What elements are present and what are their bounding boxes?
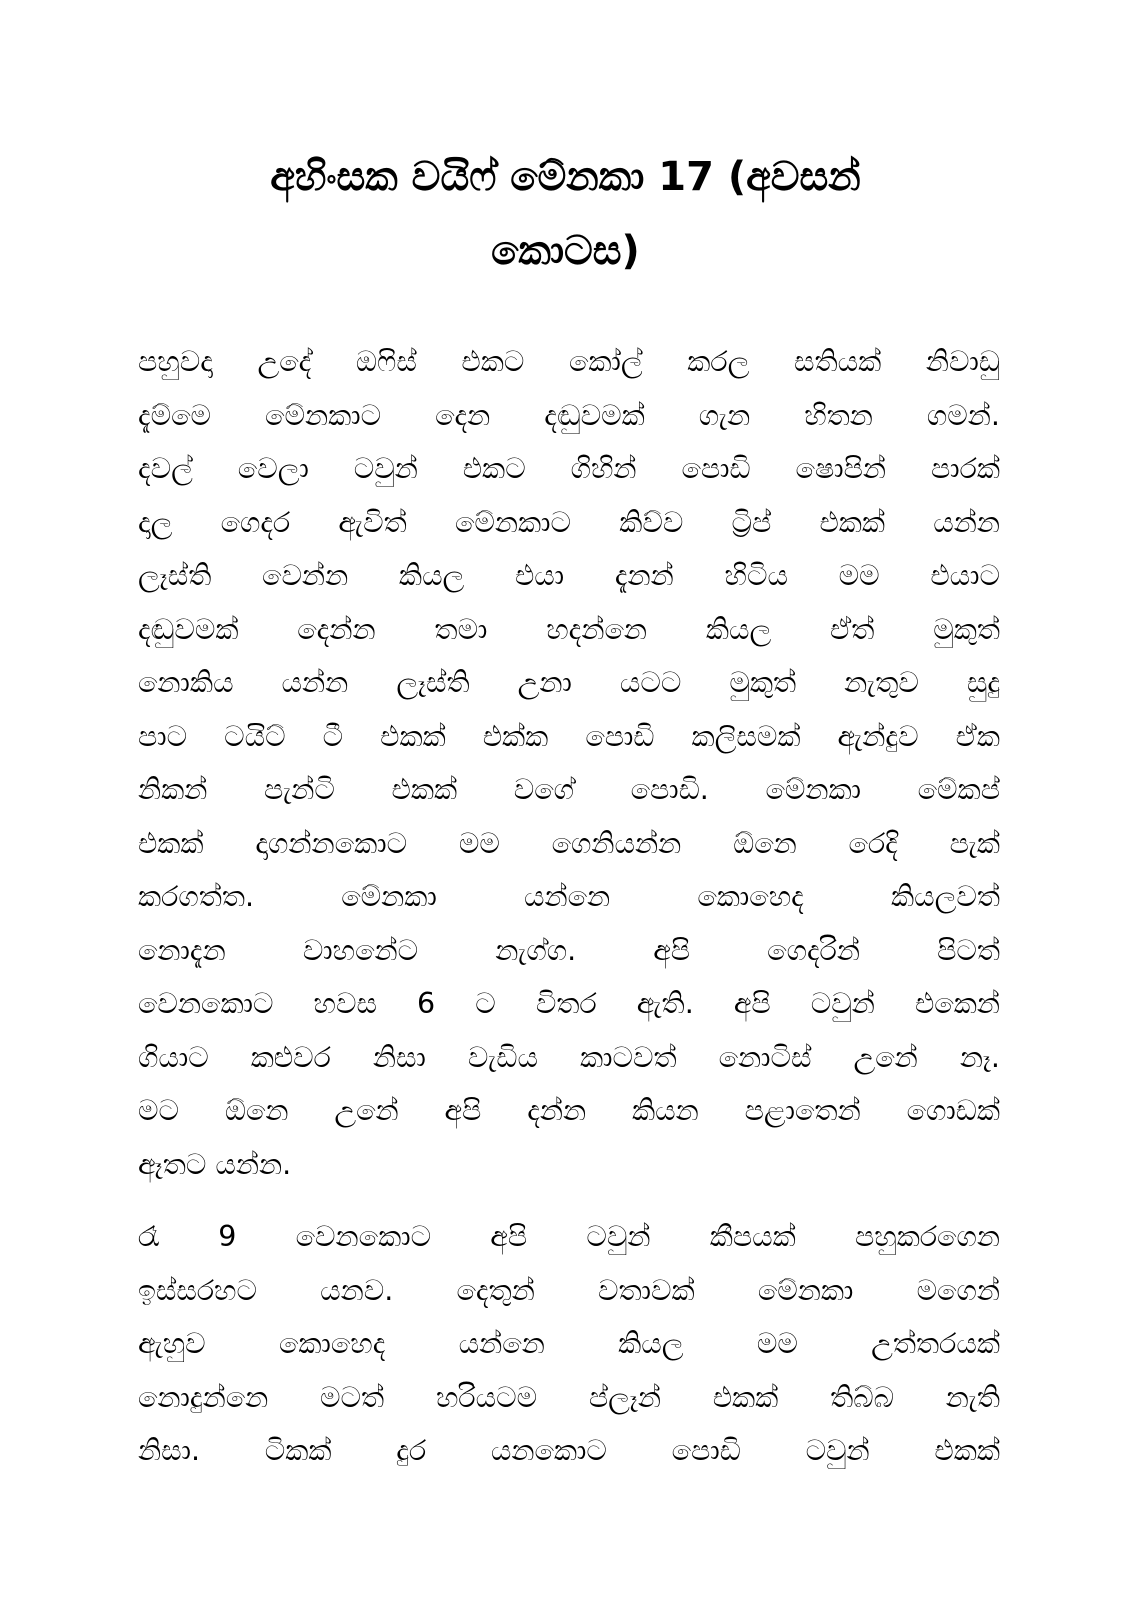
text-line: නොදැන වාහනේට නැග්ග. අපි ගෙදරින් පිටත්: [138, 933, 1000, 967]
text-line: නොදුන්නෙ මටත් හරියටම ප්ලෑන් එකක් තිබ්බ නැති: [138, 1380, 1000, 1414]
text-line: ඉස්සරහට යනව. දෙතුන් වතාවක් මේනකා මගෙන්: [138, 1273, 1000, 1307]
text-line: දඬුවමක් දෙන්න තමා හදන්නෙ කියල ඒත් මුකුත්: [138, 612, 1000, 646]
text-line: එකක් දාගන්නකොට මම ගෙනියන්න ඕනෙ රෙදි පැක්: [138, 826, 1000, 860]
document-title: [130, 140, 1001, 288]
text-line: ගියාට කළුවර නිසා වැඩිය කාටවත් නොටිස් උනේ නෑ.: [138, 1040, 1000, 1074]
text-line: නිසා. ටිකක් දුර යනකොට පොඩි ටවුන් එකක්: [138, 1434, 1000, 1467]
text-line: ලෑස්ති වෙන්න කියල එයා දැනන් හිටිය මම එයාට: [138, 559, 1000, 592]
text-line: වෙනකොට හවස 6 ට විතර ඇති. අපි ටවුන් එකෙන්: [138, 987, 1000, 1020]
text-line: ඇහුව කොහෙද යන්නෙ කියල මම උත්තරයක්: [138, 1327, 1000, 1360]
story-body: [138, 335, 1000, 1497]
text-line: රෑ 9 වෙනකොට අපි ටවුන් කීපයක් පහුකරගෙන: [138, 1220, 1000, 1253]
text-line: දැම්මෙ මේනකාට දෙන දඬුවමක් ගැන හිතන ගමන්.: [138, 398, 1000, 432]
text-line: කරගත්ත. මේනකා යන්නෙ කොහෙද කියලවත්: [138, 880, 1000, 913]
paragraph-1: [138, 335, 1000, 1191]
text-line: පහුවදා උදේ ඔෆිස් එකට කෝල් කරල සතියක් නිවාඩු: [138, 345, 1000, 378]
title-line-2: කොටස): [491, 228, 640, 274]
text-line: මට ඕනෙ උනේ අපි දන්න කියන පළාතෙන් ගොඩක්: [138, 1094, 1000, 1127]
text-line: දවල් වෙලා ටවුන් එකට ගිහින් පොඩි ෂොපින් පාරක්: [138, 452, 1000, 485]
text-line: දාල ගෙදර ඇවිත් මේනකාට කිව්ව ට්‍රිප් එකක් යන්න: [138, 505, 1000, 539]
text-line: නොකිය යන්න ලෑස්ති උනා යටට මුකුත් නැතුව සුදු: [138, 666, 1000, 699]
text-line: පාට ටයිට් ටී එකක් එක්ක පොඩි කලිසමක් ඇන්දුව ඒක: [138, 719, 1000, 753]
paragraph-2: [138, 1210, 1000, 1478]
text-line: ඈතට යන්න.: [138, 1147, 292, 1181]
title-line-1: අහිංසක වයිෆ් මේනකා 17 (අවසන්: [270, 154, 861, 200]
text-line: නිකන් පැන්ටි එකක් වගේ පොඩි. මේනකා මේකප්: [138, 773, 1000, 806]
